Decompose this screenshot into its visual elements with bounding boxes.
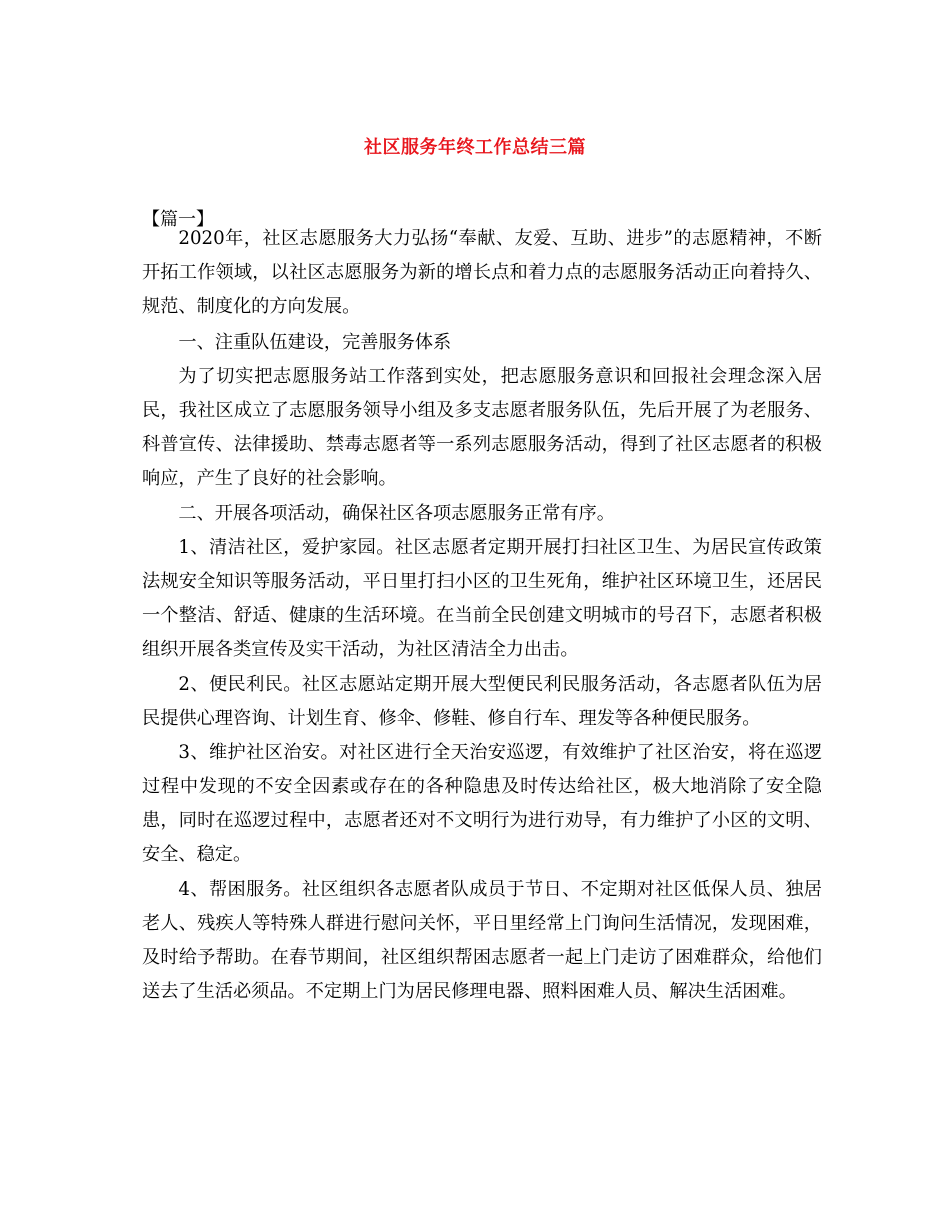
paragraph-assistance: 4、帮困服务。社区组织各志愿者队成员于节日、不定期对社区低保人员、独居老人、残疾人等特殊人群进行慰问关怀，平日里经常上门询问生活情况，发现困难，及时给予帮助。在春节期间，社区组织帮困志愿者一起上门走访了困难群众，给他们送去了生活必须品。不定期上门为居民修理电器、照料困难人员、解决生活困难。 [142, 879, 822, 1002]
section-heading-1: 一、注重队伍建设，完善服务体系 [178, 332, 452, 353]
paragraph-clean-community: 1、清洁社区，爱护家园。社区志愿者定期开展打扫社区卫生、为居民宣传政策法规安全知识等服务活动，平日里打扫小区的卫生死角，维护社区环境卫生，还居民一个整洁、舒适、健康的生活环境。在当前全民创建文明城市的号召下，志愿者积极组织开展各类宣传及实干活动，为社区清洁全力出击。 [142, 537, 822, 660]
paragraph-convenience: 2、便民利民。社区志愿站定期开展大型便民利民服务活动，各志愿者队伍为居民提供心理咨询、计划生育、修伞、修鞋、修自行车、理发等各种便民服务。 [142, 674, 822, 729]
paragraph-team-building: 为了切实把志愿服务站工作落到实处，把志愿服务意识和回报社会理念深入居民，我社区成立了志愿服务领导小组及多支志愿者服务队伍，先后开展了为老服务、科普宣传、法律援助、禁毒志愿者等一系列志愿服务活动，得到了社区志愿者的积极响应，产生了良好的社会影响。 [142, 366, 822, 489]
paragraph-security: 3、维护社区治安。对社区进行全天治安巡逻，有效维护了社区治安，将在巡逻过程中发现的不安全因素或存在的各种隐患及时传达给社区，极大地消除了安全隐患，同时在巡逻过程中，志愿者还对不文明行为进行劝导，有力维护了小区的文明、安全、稳定。 [142, 742, 822, 865]
paragraph-intro: 2020年，社区志愿服务大力弘扬“奉献、友爱、互助、进步”的志愿精神，不断开拓工作领域，以社区志愿服务为新的增长点和着力点的志愿服务活动正向着持久、规范、制度化的方向发展。 [142, 228, 822, 317]
section-label: 【篇一】 [142, 209, 214, 230]
section-heading-2: 二、开展各项活动，确保社区各项志愿服务正常有序。 [178, 503, 615, 524]
document-title: 社区服务年终工作总结三篇 [364, 137, 586, 158]
